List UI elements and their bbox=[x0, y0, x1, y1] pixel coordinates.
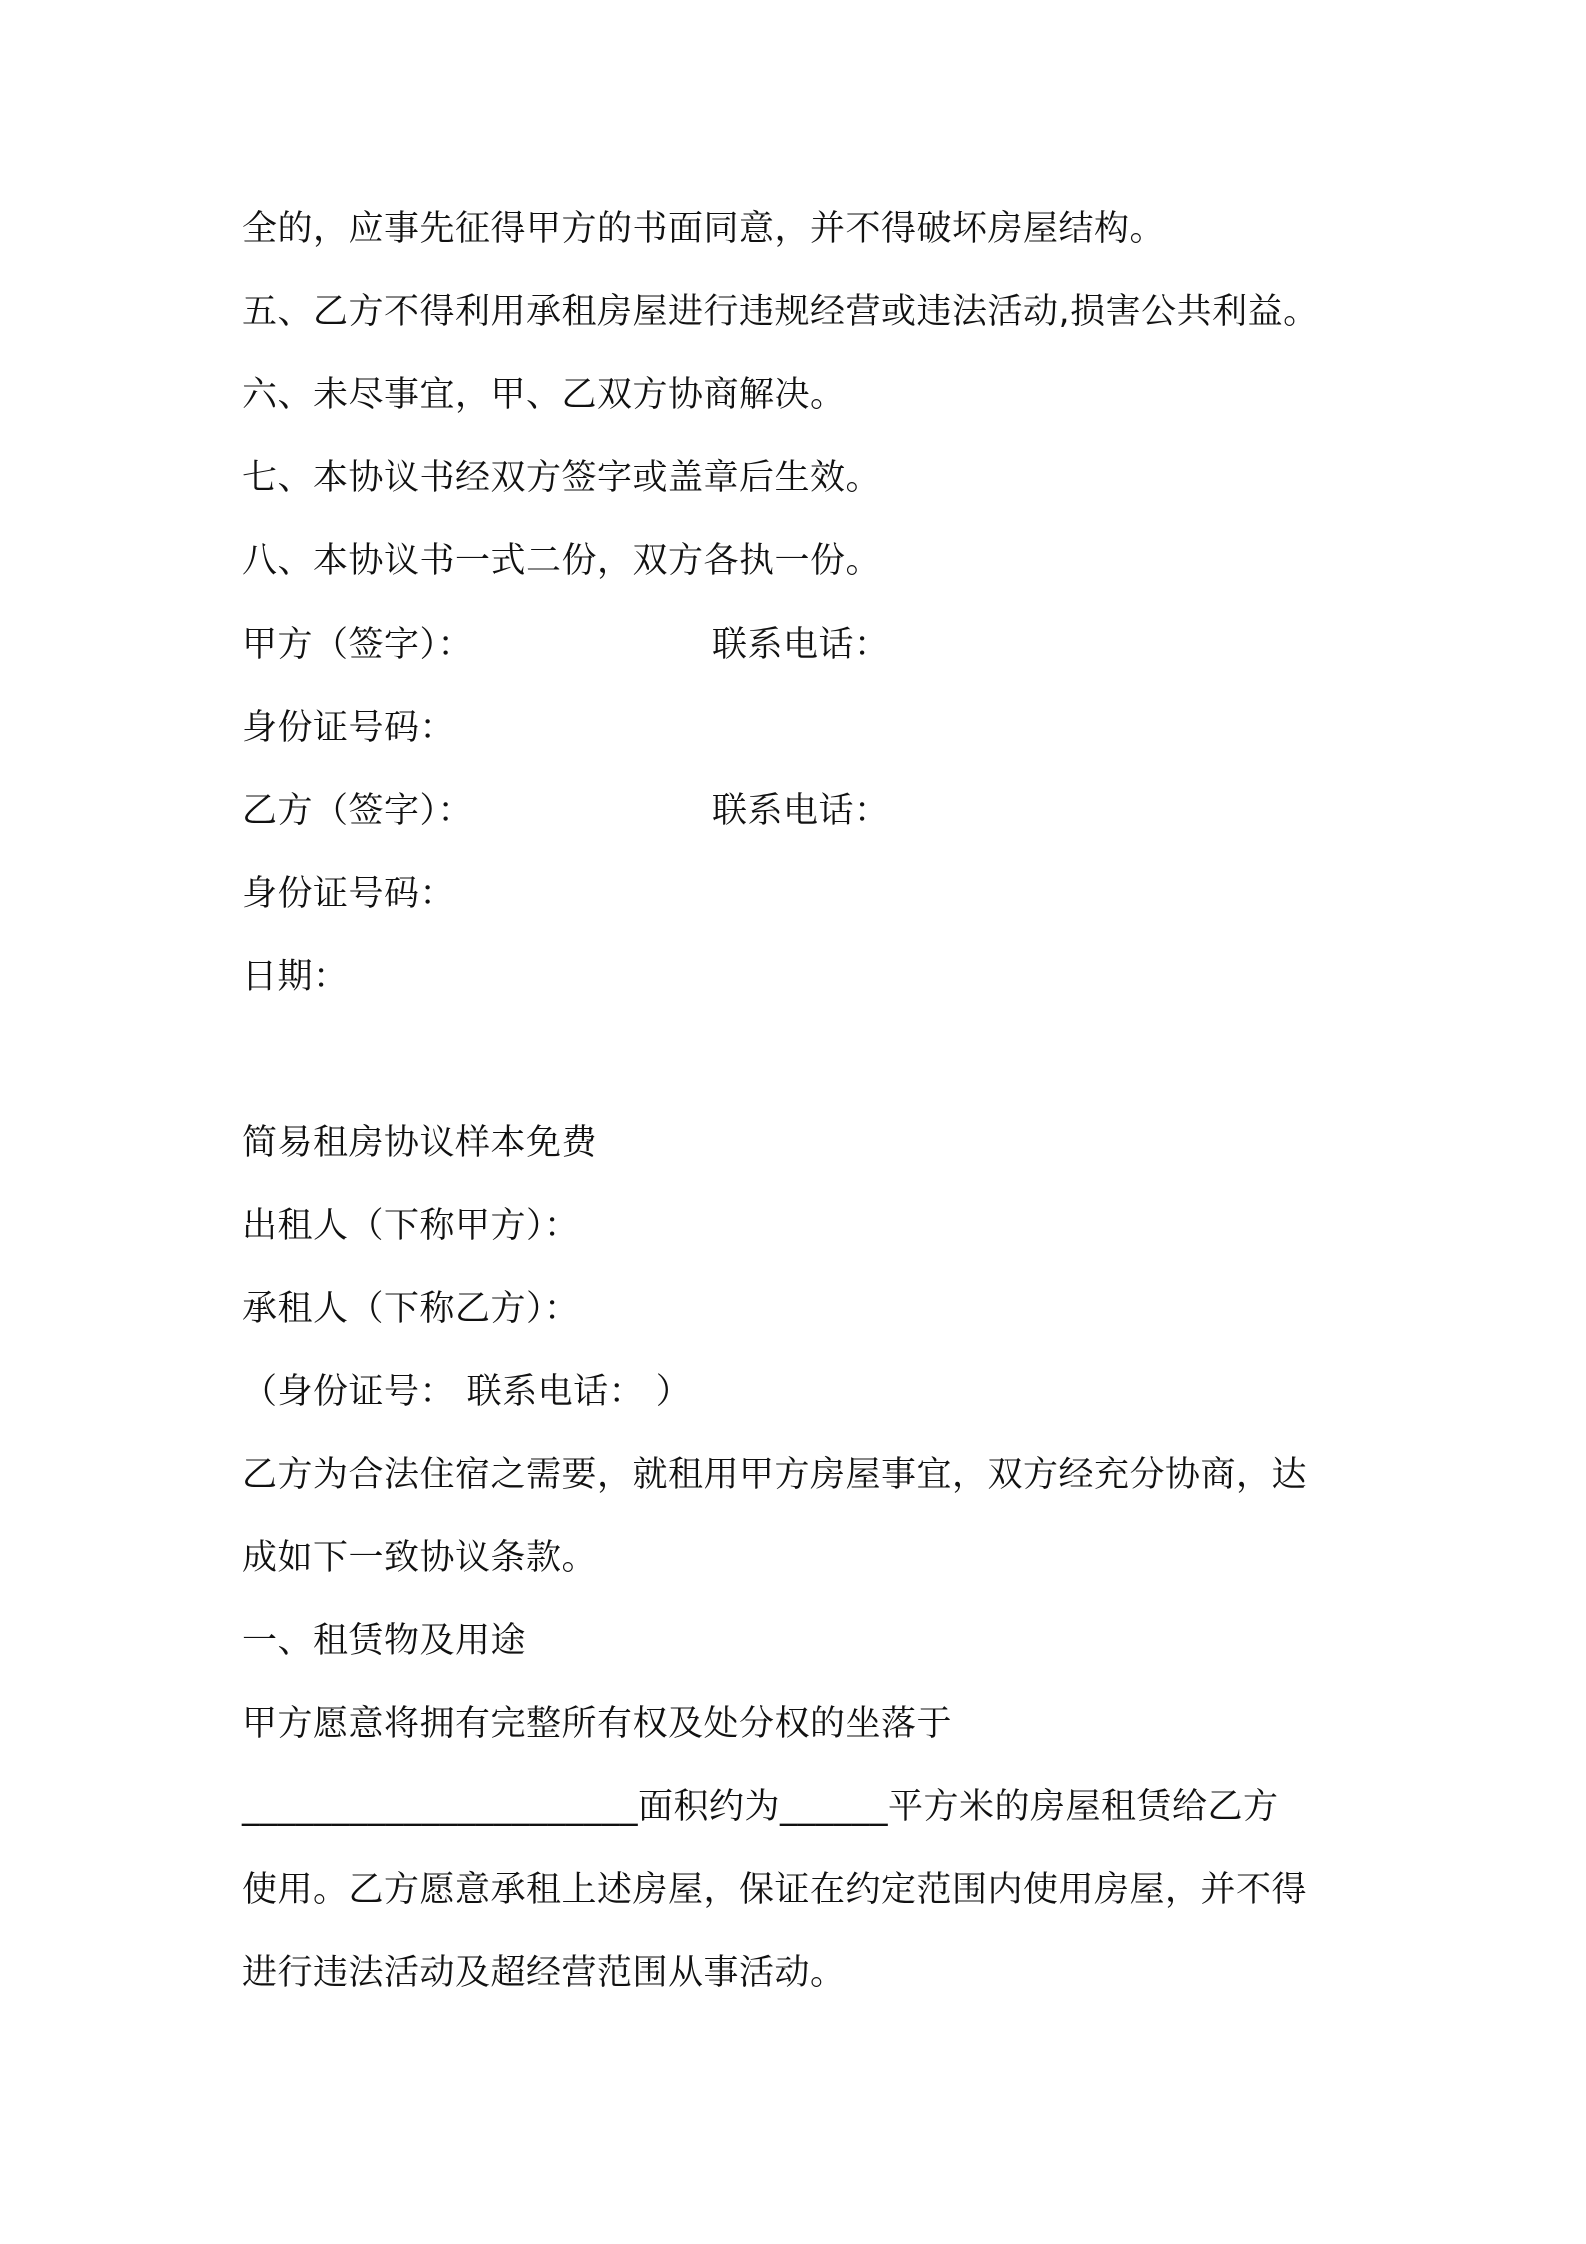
party-a-id-label: 身份证号码： bbox=[242, 708, 456, 748]
clause-4-continuation: 全的，应事先征得甲方的书面同意，并不得破坏房屋结构。 bbox=[242, 209, 1166, 249]
clause-8: 八、本协议书一式二份，双方各执一份。 bbox=[242, 541, 882, 581]
section-1-line-3: 使用。乙方愿意承租上述房屋，保证在约定范围内使用房屋，并不得 bbox=[242, 1870, 1308, 1910]
party-b-phone-label: 联系电话： bbox=[712, 791, 890, 831]
lessee-label: 承租人（下称乙方）： bbox=[242, 1289, 580, 1329]
date-label: 日期： bbox=[242, 957, 349, 997]
lessor-label: 出租人（下称甲方）： bbox=[242, 1206, 580, 1246]
clause-6: 六、未尽事宜，甲、乙双方协商解决。 bbox=[242, 375, 846, 415]
party-b-sign-label: 乙方（签字）： bbox=[242, 791, 474, 831]
party-a-sign-label: 甲方（签字）： bbox=[242, 625, 474, 665]
agreement-title: 简易租房协议样本免费 bbox=[242, 1123, 598, 1163]
party-a-phone-label: 联系电话： bbox=[712, 625, 890, 665]
party-b-signature-row bbox=[242, 787, 890, 835]
clause-7: 七、本协议书经双方签字或盖章后生效。 bbox=[242, 458, 882, 498]
party-b-id-label: 身份证号码： bbox=[242, 874, 456, 914]
section-1-heading: 一、租赁物及用途 bbox=[242, 1621, 527, 1661]
party-a-signature-row bbox=[242, 621, 890, 669]
section-1-line-2: ______________________面积约为______平方米的房屋租赁给乙方 bbox=[242, 1787, 1279, 1827]
section-1-line-4: 进行违法活动及超经营范围从事活动。 bbox=[242, 1953, 846, 1993]
section-1-line-1: 甲方愿意将拥有完整所有权及处分权的坐落于 bbox=[242, 1704, 953, 1744]
clause-5: 五、乙方不得利用承租房屋进行违规经营或违法活动,损害公共利益。 bbox=[242, 292, 1319, 332]
id-phone-label: （身份证号： 联系电话： ） bbox=[242, 1372, 692, 1412]
intro-line-2: 成如下一致协议条款。 bbox=[242, 1538, 598, 1578]
intro-line-1: 乙方为合法住宿之需要，就租用甲方房屋事宜，双方经充分协商，达 bbox=[242, 1455, 1308, 1495]
